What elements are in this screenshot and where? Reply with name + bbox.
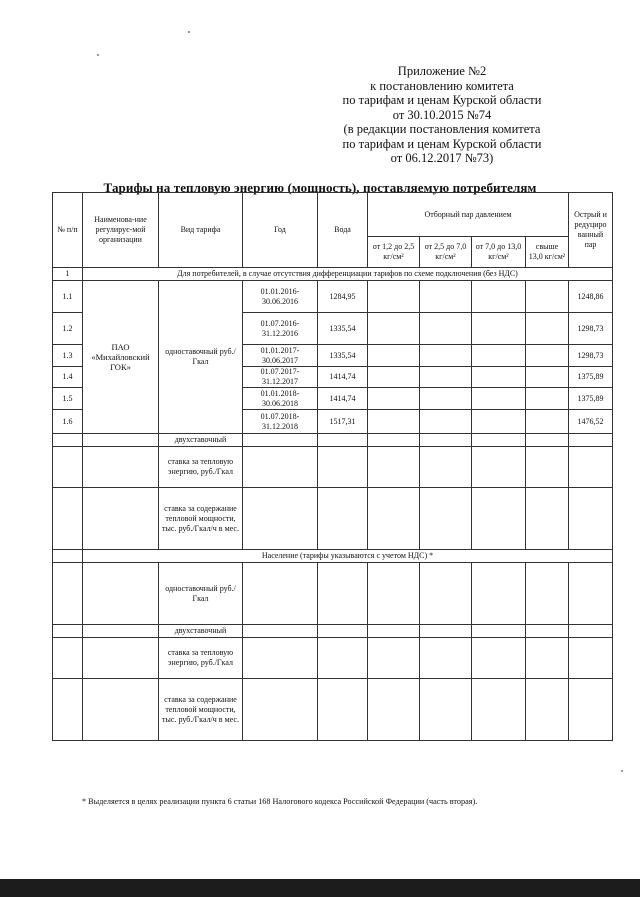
single-rate-label: одноставочный руб./Гкал — [159, 563, 243, 625]
header-line: к постановлению комитета — [370, 78, 514, 93]
header-line: (в редакции постановления комитета — [343, 122, 541, 136]
col-pressure-4: свыше 13,0 кг/см² — [526, 237, 569, 268]
row-num: 1.6 — [53, 410, 83, 434]
row-num: 1.5 — [53, 388, 83, 410]
row-num: 1.1 — [53, 281, 83, 313]
col-year-header: Год — [243, 193, 318, 268]
rate-capacity-label: ставка за содержание тепловой мощности, тыс. руб./Гкал/ч в мес. — [159, 488, 243, 550]
water-cell: 1335,54 — [318, 313, 368, 345]
document-title: Тарифы на тепловую энергию (мощность), поставляемую потребителям — [103, 180, 537, 195]
table-row — [53, 625, 613, 638]
header-line: от 30.10.2015 №74 — [392, 107, 492, 122]
document-header — [292, 64, 592, 166]
header-line: по тарифам и ценам Курской области — [342, 93, 542, 107]
two-rate-label: двухставочный — [159, 625, 243, 638]
row-num: 1.4 — [53, 367, 83, 388]
section-row — [53, 268, 613, 281]
water-cell: 1414,74 — [318, 388, 368, 410]
table-row — [53, 281, 613, 313]
header-line: Приложение №2 — [397, 64, 487, 78]
sharp-steam-cell: 1298,73 — [569, 313, 613, 345]
period-cell: 01.01.2016-30.06.2016 — [243, 281, 318, 313]
col-sharp-steam-header: Острый и редуциро ванный пар — [569, 193, 613, 268]
sharp-steam-cell: 1298,73 — [569, 345, 613, 367]
rate-capacity-label: ставка за содержание тепловой мощности, тыс. руб./Гкал/ч в мес. — [159, 679, 243, 741]
water-cell: 1414,74 — [318, 367, 368, 388]
single-rate-label: одноставочный руб./Гкал — [159, 281, 243, 434]
water-cell: 1284,95 — [318, 281, 368, 313]
rate-energy-label: ставка за тепловую энергию, руб./Гкал — [159, 638, 243, 679]
period-cell: 01.07.2016-31.12.2016 — [243, 313, 318, 345]
tariff-table — [52, 192, 613, 741]
row-num: 1.3 — [53, 345, 83, 367]
org-name: ПАО «Михайловский ГОК» — [83, 281, 159, 434]
table-row — [53, 638, 613, 679]
table-row — [53, 563, 613, 625]
footnote: * Выделяется в целях реализации пункта 6 статьи 168 Налогового кодекса Российской Федерации (часть вторая). — [82, 797, 478, 806]
section-row — [53, 550, 613, 563]
scan-speck — [188, 31, 190, 33]
header-line: по тарифам и ценам Курской области — [342, 136, 542, 151]
section-label: Для потребителей, в случае отсутствия дифференциации тарифов по схеме подключения (без НДС) — [83, 268, 613, 281]
col-pressure-3: от 7,0 до 13,0 кг/см² — [472, 237, 526, 268]
table-row — [53, 679, 613, 741]
table-row — [53, 488, 613, 550]
scan-speck — [621, 770, 623, 772]
col-pressure-2: от 2,5 до 7,0 кг/см² — [420, 237, 472, 268]
period-cell: 01.07.2018-31.12.2018 — [243, 410, 318, 434]
period-cell: 01.01.2018-30.06.2018 — [243, 388, 318, 410]
sharp-steam-cell: 1248,86 — [569, 281, 613, 313]
col-tariff-kind-header: Вид тарифа — [159, 193, 243, 268]
col-steam-header: Отборный пар давлением — [368, 193, 569, 237]
row-num: 1.2 — [53, 313, 83, 345]
period-cell: 01.01.2017-30.06.2017 — [243, 345, 318, 367]
table-row — [53, 447, 613, 488]
scan-speck — [97, 54, 99, 56]
table-row — [53, 434, 613, 447]
scan-edge-bar — [0, 879, 640, 897]
water-cell: 1335,54 — [318, 345, 368, 367]
table-header-row — [53, 193, 613, 237]
section-num: 1 — [53, 268, 83, 281]
water-cell: 1517,31 — [318, 410, 368, 434]
sharp-steam-cell: 1375,89 — [569, 388, 613, 410]
col-water-header: Вода — [318, 193, 368, 268]
col-num-header: № п/п — [53, 193, 83, 268]
rate-energy-label: ставка за тепловую энергию, руб./Гкал — [159, 447, 243, 488]
section-label: Население (тарифы указываются с учетом НДС) * — [83, 550, 613, 563]
period-cell: 01.07.2017-31.12.2017 — [243, 367, 318, 388]
sharp-steam-cell: 1375,89 — [569, 367, 613, 388]
col-pressure-1: от 1,2 до 2,5 кг/см² — [368, 237, 420, 268]
header-line: от 06.12.2017 №73) — [390, 151, 494, 165]
two-rate-label: двухставочный — [159, 434, 243, 447]
col-org-header: Наименова-ние регулирує-мой организации — [83, 193, 159, 268]
sharp-steam-cell: 1476,52 — [569, 410, 613, 434]
